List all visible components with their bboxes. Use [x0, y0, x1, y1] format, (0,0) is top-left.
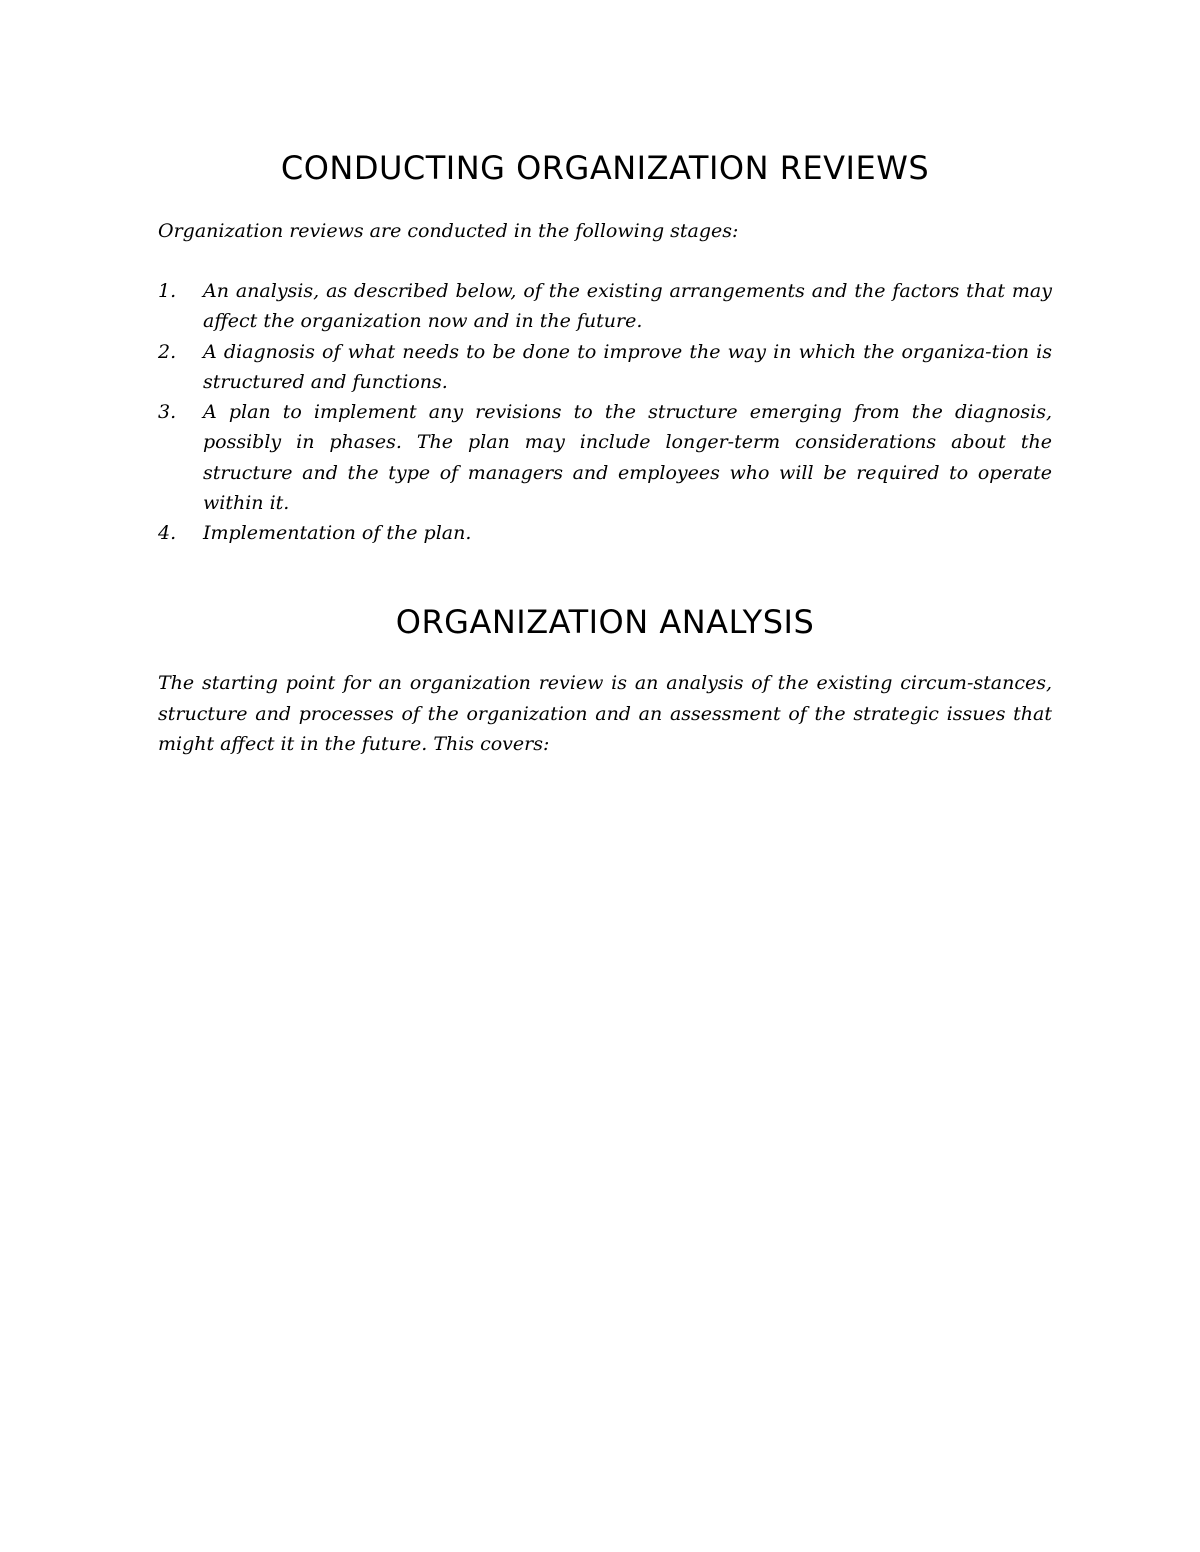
- stages-list: [158, 276, 1052, 549]
- stage-item-3: [158, 397, 1052, 518]
- stage-text: A diagnosis of what needs to be done to improve the way in which the organiza-tion is structured and functions.: [203, 340, 1052, 393]
- stage-number: 4.: [158, 522, 177, 545]
- heading-organization-analysis: ORGANIZATION ANALYSIS: [395, 603, 815, 641]
- stage-item-2: [158, 337, 1052, 398]
- intro-paragraph: Organization reviews are conducted in the following stages:: [158, 220, 739, 242]
- stage-number: 3.: [158, 401, 177, 424]
- stage-number: 2.: [158, 340, 177, 363]
- heading-conducting-organization-reviews: CONDUCTING ORGANIZATION REVIEWS: [280, 149, 930, 187]
- analysis-paragraph: The starting point for an organization review is an analysis of the existing circum-stances, structure and processes of the organization and an assessment of the strategic issues that might affect it in the future. This covers:: [158, 672, 1052, 755]
- stage-number: 1.: [158, 280, 177, 302]
- stage-text: An analysis, as described below, of the existing arrangements and the factors that may affect the organization now and in the future.: [203, 280, 1052, 333]
- stage-item-1: [158, 276, 1052, 337]
- stage-text: A plan to implement any revisions to the structure emerging from the diagnosis, possibly in phases. The plan may include longer-term considerations about the structure and the type of managers and employees who will be required to operate within it.: [203, 401, 1052, 515]
- stage-item-4: [158, 518, 1052, 548]
- stage-text: Implementation of the plan.: [203, 522, 472, 545]
